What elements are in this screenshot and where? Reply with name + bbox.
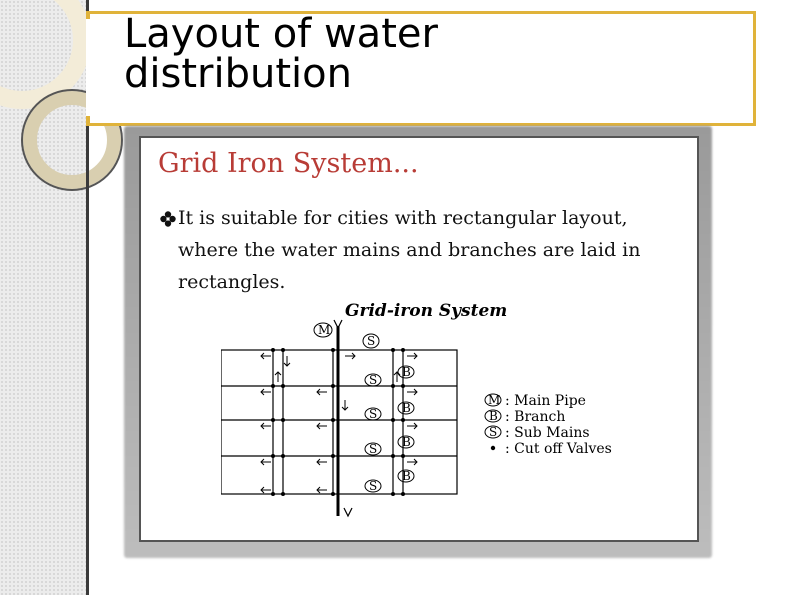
branch-symbol-label: B — [402, 469, 411, 483]
legend-item — [485, 425, 590, 441]
legend-text: : Cut off Valves — [505, 441, 612, 457]
sub-main-symbol-labels — [369, 373, 377, 493]
legend-symbol: M — [488, 393, 501, 407]
bullet-text-line: where the water mains and branches are laid in — [178, 239, 641, 261]
slide-title-line: Layout of water — [124, 11, 438, 57]
legend-item — [491, 441, 612, 457]
main-pipe-symbol-label: M — [318, 323, 331, 337]
legend-text: : Main Pipe — [505, 393, 586, 409]
legend-symbol: B — [489, 409, 498, 423]
bullet-text-line: rectangles. — [178, 271, 286, 293]
legend — [485, 393, 612, 457]
branch-symbol-label: B — [402, 401, 411, 415]
title-frame-corner — [86, 116, 90, 126]
cut-off-valve-dot-icon — [491, 446, 495, 450]
sub-main-symbol-top — [363, 334, 379, 348]
bullet-text — [160, 202, 690, 298]
sub-main-symbol-label: S — [369, 373, 378, 387]
sub-main-symbols — [365, 374, 381, 492]
sub-main-symbol-label: S — [369, 442, 378, 456]
bullet-text-line: It is suitable for cities with rectangular layout, — [178, 207, 628, 229]
legend-text: : Branch — [505, 409, 566, 425]
legend-symbol: S — [489, 425, 498, 439]
slide-title-line: distribution — [124, 51, 352, 97]
title-frame-corner — [86, 11, 90, 19]
branch-symbols — [398, 366, 414, 482]
sub-main-symbol-label: S — [367, 334, 376, 348]
legend-item — [485, 393, 586, 409]
legend-item — [485, 409, 565, 425]
embedded-figure — [139, 136, 699, 542]
legend-text: : Sub Mains — [505, 425, 590, 441]
branch-symbol-label: B — [402, 435, 411, 449]
main-pipe-symbol — [314, 323, 332, 337]
slide-title — [124, 11, 684, 97]
branch-symbol-label: B — [402, 365, 411, 379]
main-pipe-arrow — [334, 320, 342, 328]
diagram-title: Grid-iron System — [345, 301, 508, 321]
bullet-paragraph — [160, 202, 690, 298]
sub-main-symbol-label: S — [369, 407, 378, 421]
sub-main-symbol-label: S — [369, 479, 378, 493]
grid-iron-diagram — [221, 296, 661, 526]
figure-heading: Grid Iron System... — [158, 148, 419, 179]
diamond-bullet-icon — [160, 211, 176, 227]
main-pipe-arrow — [344, 508, 352, 516]
